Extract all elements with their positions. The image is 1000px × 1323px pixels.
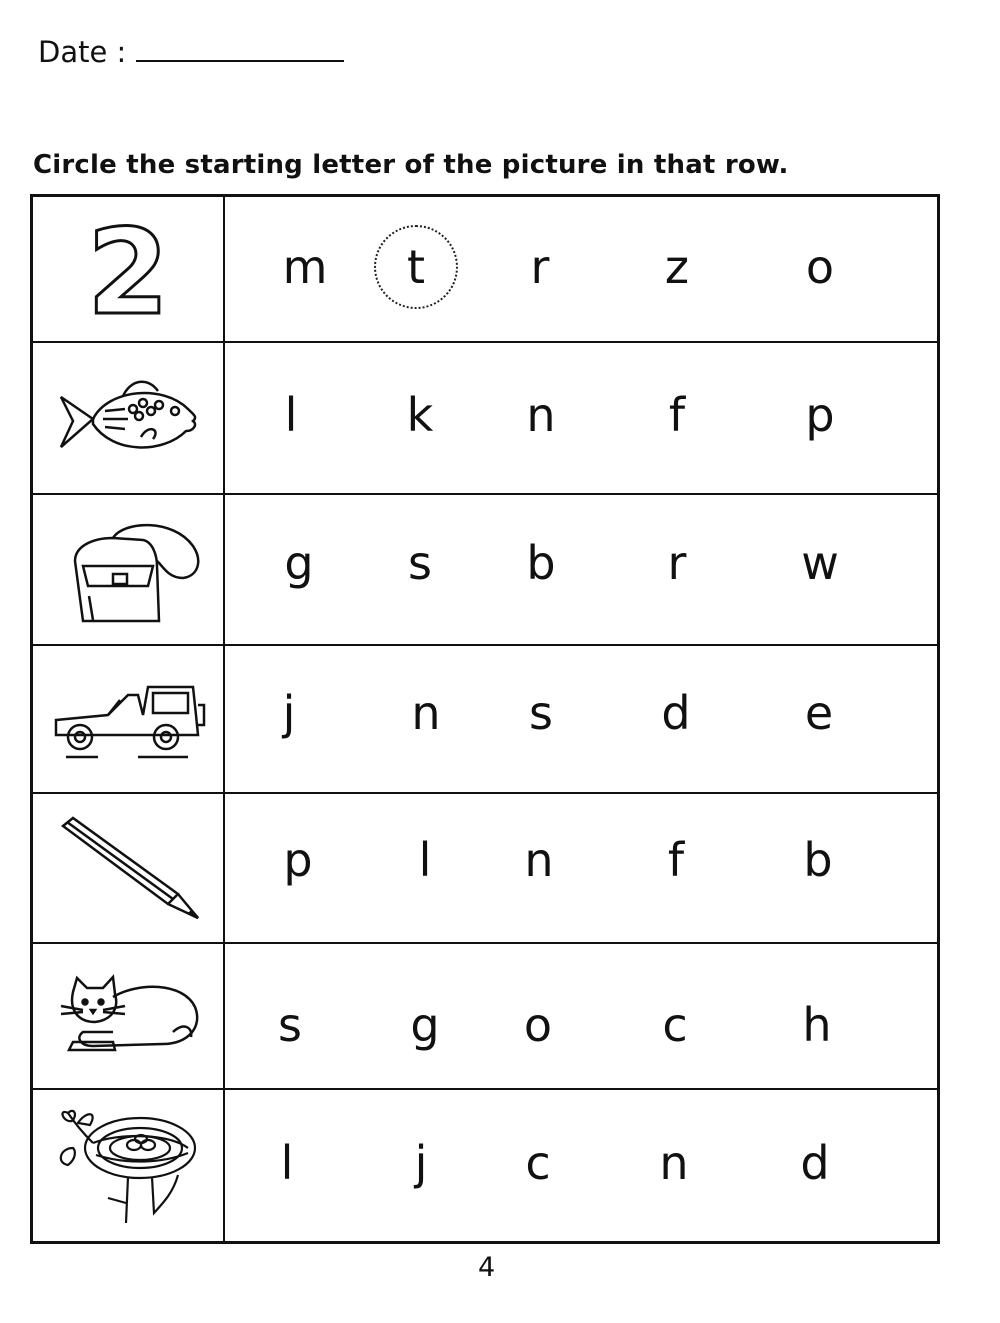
date-blank-line[interactable] [136, 34, 344, 62]
letter-option[interactable]: f [667, 833, 685, 887]
instruction-text: Circle the starting letter of the picture in that row. [33, 150, 789, 180]
date-label: Date : [38, 35, 127, 69]
letter-option[interactable]: r [667, 536, 687, 590]
letter-option[interactable]: c [662, 998, 688, 1052]
letter-option[interactable]: d [661, 686, 691, 740]
pencil-icon [53, 814, 203, 924]
letter-option[interactable]: o [523, 998, 553, 1052]
picture-cell [33, 495, 223, 646]
letter-option[interactable]: l [280, 1136, 294, 1190]
letter-option[interactable]: t [406, 240, 426, 294]
letter-option[interactable]: z [664, 240, 690, 294]
table-row [33, 343, 937, 495]
letter-option[interactable]: r [530, 240, 550, 294]
letter-option[interactable]: n [411, 686, 441, 740]
letter-option[interactable]: k [406, 388, 434, 442]
bag-icon [53, 516, 203, 626]
letter-option[interactable]: s [529, 686, 553, 740]
worksheet-table [30, 194, 940, 1244]
example-number: 2 [86, 215, 170, 325]
letter-option[interactable]: j [282, 686, 296, 740]
picture-cell [33, 197, 223, 343]
letter-option[interactable]: g [410, 998, 440, 1052]
cat-icon [53, 972, 203, 1062]
picture-cell [33, 1090, 223, 1241]
table-row [33, 944, 937, 1090]
letter-option[interactable]: s [408, 536, 432, 590]
fish-icon [53, 369, 203, 469]
picture-cell [33, 944, 223, 1090]
table-row [33, 495, 937, 646]
letter-option[interactable]: n [526, 388, 556, 442]
table-row [33, 794, 937, 944]
letter-option[interactable]: n [524, 833, 554, 887]
letter-option[interactable]: o [805, 240, 835, 294]
table-row [33, 1090, 937, 1241]
letter-option[interactable]: p [805, 388, 835, 442]
letter-option[interactable]: s [278, 998, 302, 1052]
picture-cell [33, 343, 223, 495]
letter-option[interactable]: w [801, 536, 839, 590]
letter-option[interactable]: n [659, 1136, 689, 1190]
letter-option[interactable]: b [803, 833, 833, 887]
letter-option[interactable]: j [414, 1136, 428, 1190]
letter-option[interactable]: b [526, 536, 556, 590]
table-row [33, 646, 937, 794]
picture-cell [33, 646, 223, 794]
letter-option[interactable]: f [668, 388, 686, 442]
letter-option[interactable]: d [800, 1136, 830, 1190]
page-number: 4 [478, 1252, 496, 1283]
letter-option[interactable]: p [283, 833, 313, 887]
letter-option[interactable]: h [802, 998, 832, 1052]
nest-icon [48, 1103, 208, 1228]
picture-cell [33, 794, 223, 944]
letter-option[interactable]: l [284, 388, 298, 442]
table-row [33, 197, 937, 343]
jeep-icon [48, 675, 208, 765]
number-two-icon [83, 215, 173, 325]
letter-option[interactable]: g [284, 536, 314, 590]
letter-option[interactable]: l [418, 833, 432, 887]
letter-option[interactable]: c [525, 1136, 551, 1190]
letter-option[interactable]: m [282, 240, 328, 294]
letter-option[interactable]: e [804, 686, 834, 740]
date-field [38, 34, 344, 69]
